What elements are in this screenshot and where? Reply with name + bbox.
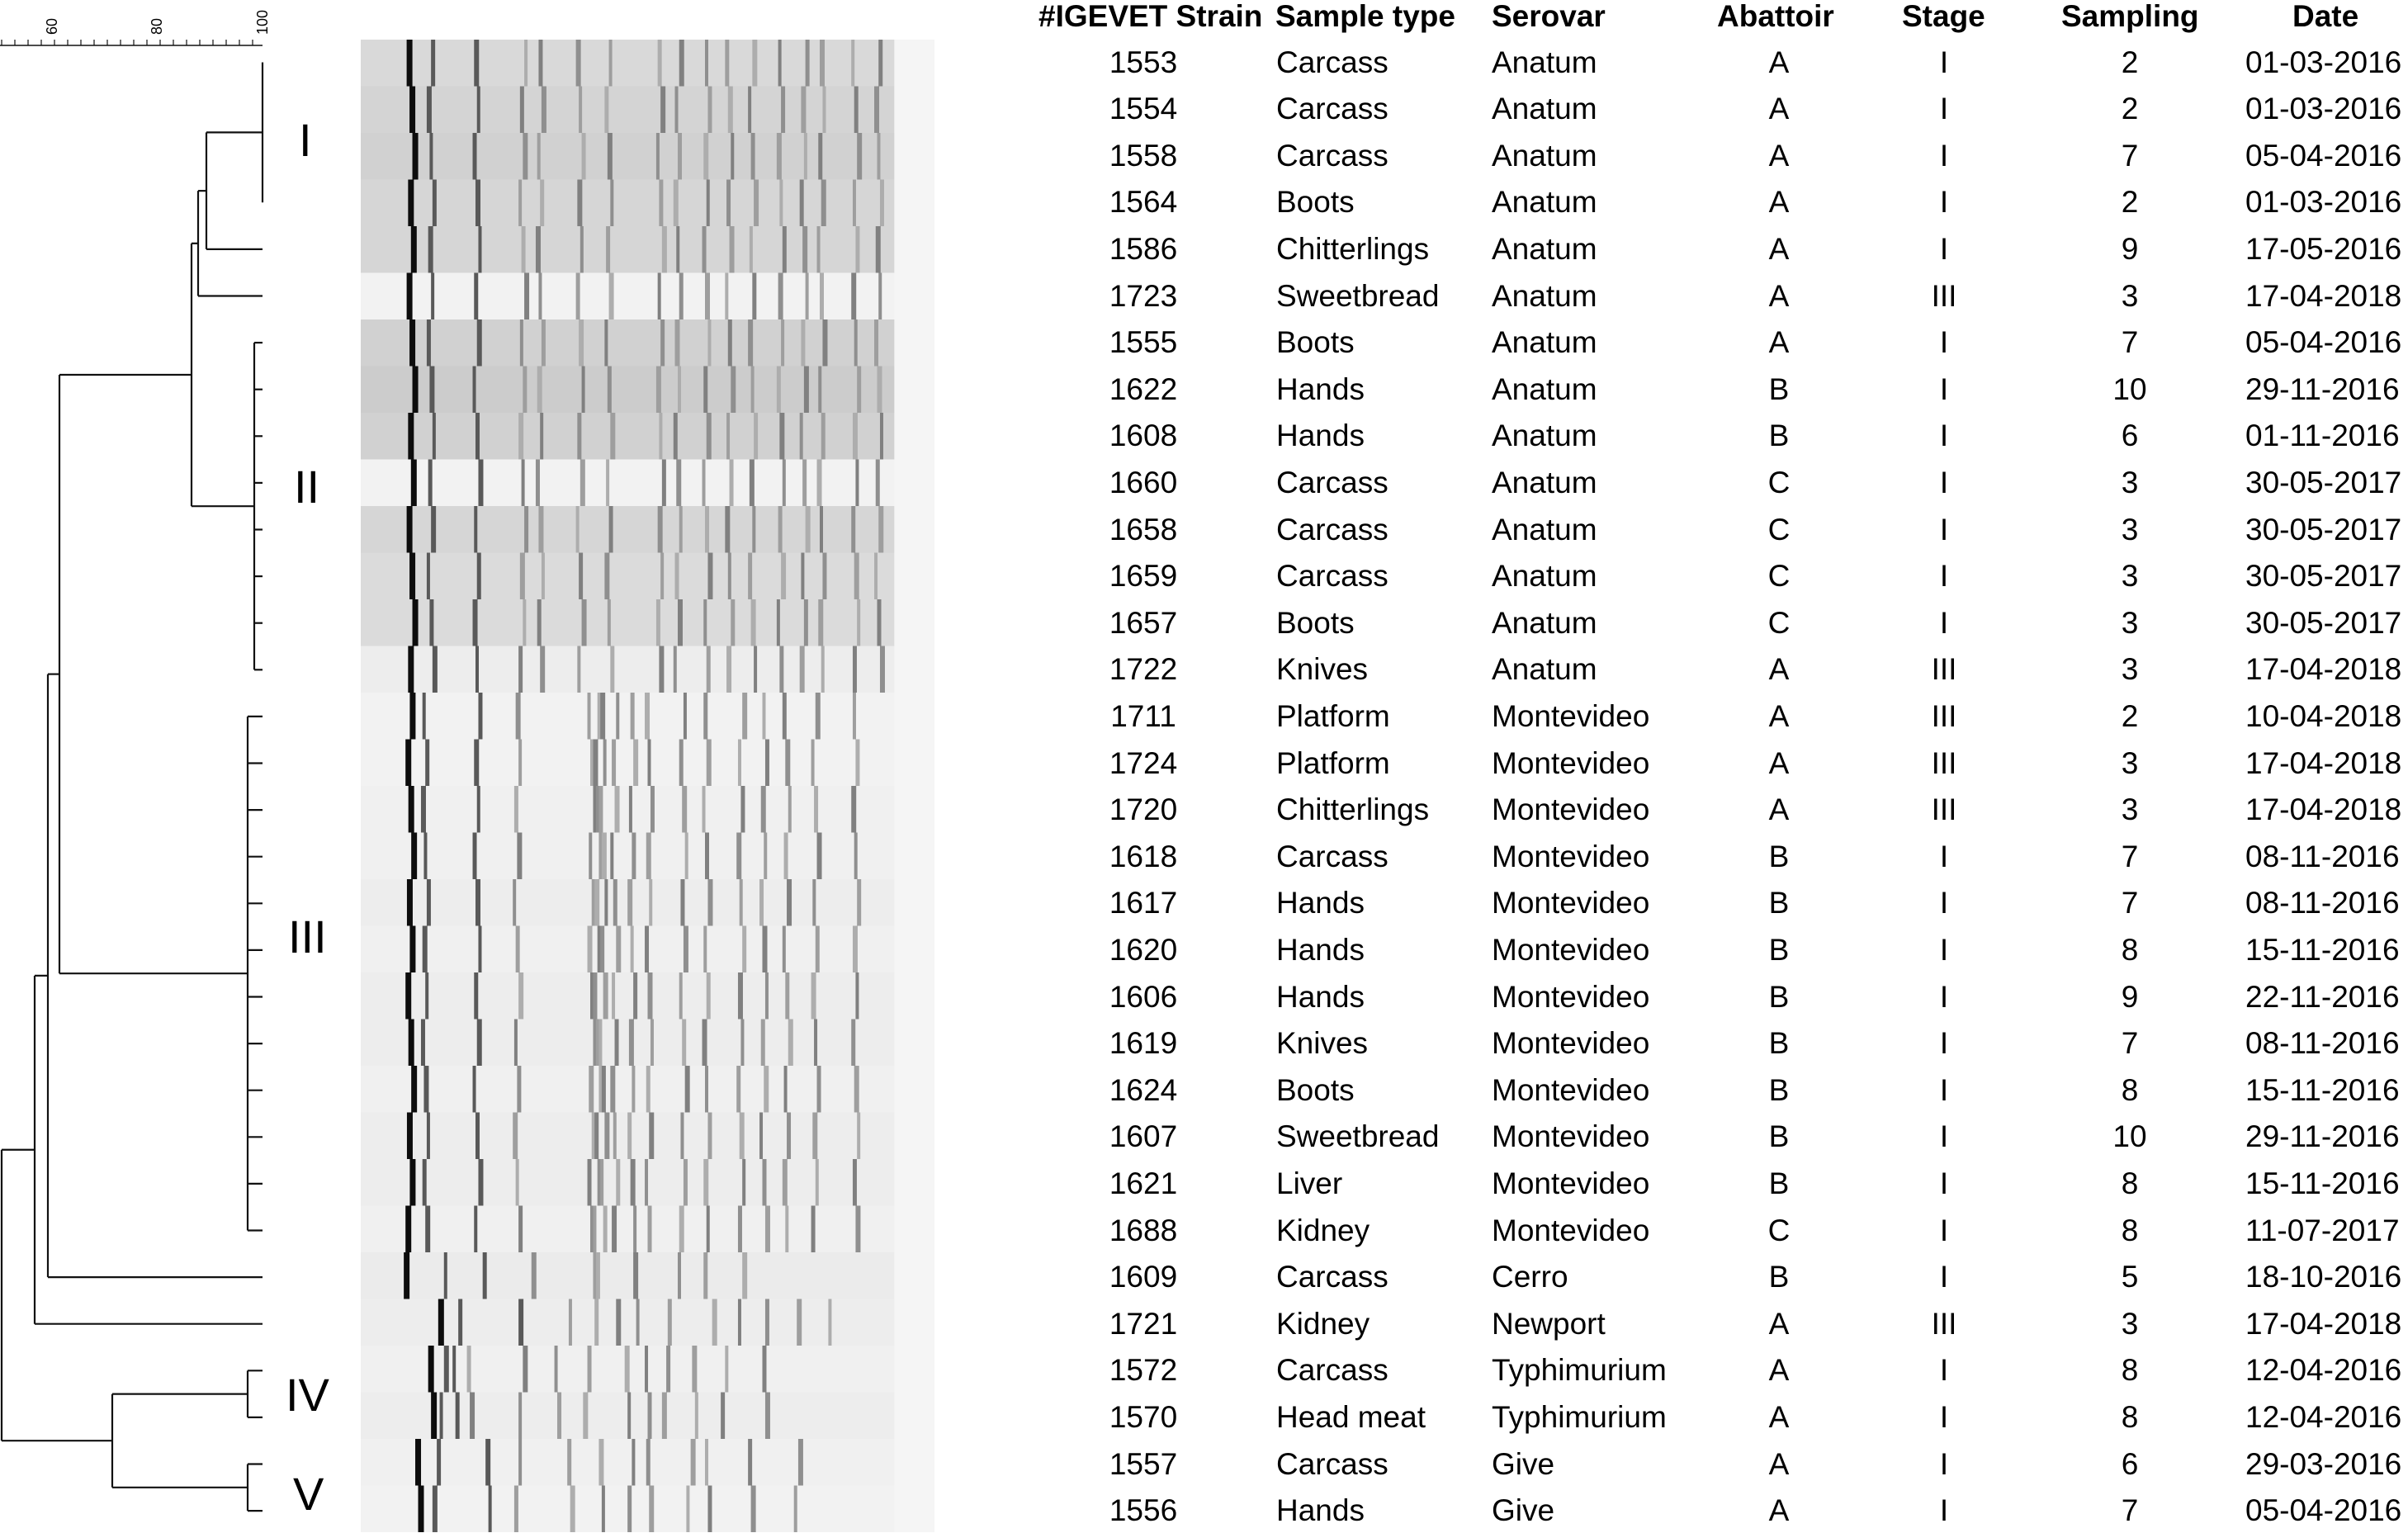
cell-date: 08-11-2016 <box>2245 886 2400 920</box>
cell-stage: I <box>1939 419 1949 453</box>
cell-abattoir: C <box>1767 512 1791 546</box>
cell-serovar: Anatum <box>1492 138 1597 173</box>
cell-sampling: 9 <box>2121 231 2139 266</box>
cell-sampling: 3 <box>2121 1306 2139 1341</box>
cell-abattoir: A <box>1768 745 1790 780</box>
cluster-label-1: I <box>299 114 312 166</box>
cell-stage: I <box>1939 979 1949 1014</box>
cell-date: 08-11-2016 <box>2245 1026 2400 1061</box>
cell-strain: 1721 <box>1109 1306 1178 1341</box>
cell-sampling: 8 <box>2121 1072 2139 1107</box>
cell-sample-type: Carcass <box>1276 1353 1389 1388</box>
cell-abattoir: C <box>1767 559 1791 594</box>
cell-sample-type: Carcass <box>1276 559 1389 594</box>
cell-date: 29-03-2016 <box>2245 1446 2402 1481</box>
cell-date: 30-05-2017 <box>2245 605 2402 640</box>
cell-stage: I <box>1939 559 1949 594</box>
cell-sample-type: Liver <box>1276 1166 1343 1200</box>
cell-sampling: 5 <box>2121 1260 2139 1294</box>
cell-sample-type: Knives <box>1276 1026 1369 1061</box>
cell-abattoir: A <box>1768 231 1790 266</box>
cell-strain: 1555 <box>1109 325 1178 360</box>
cell-sample-type: Hands <box>1276 419 1365 453</box>
cell-date: 17-04-2018 <box>2245 745 2402 780</box>
cell-stage: I <box>1939 1399 1949 1434</box>
cell-date: 17-05-2016 <box>2245 231 2402 266</box>
cell-stage: I <box>1939 185 1949 220</box>
cell-stage: III <box>1931 278 1957 313</box>
cell-abattoir: B <box>1768 932 1790 967</box>
cell-date: 17-04-2018 <box>2245 793 2402 827</box>
cell-serovar: Anatum <box>1492 185 1597 220</box>
cell-sampling: 7 <box>2121 1026 2139 1061</box>
cell-date: 05-04-2016 <box>2245 1493 2402 1528</box>
cell-date: 05-04-2016 <box>2245 138 2402 173</box>
cell-sample-type: Sweetbread <box>1276 1119 1440 1154</box>
cell-abattoir: B <box>1768 371 1790 406</box>
cell-sample-type: Hands <box>1276 1493 1365 1528</box>
cell-stage: I <box>1939 325 1949 360</box>
cell-serovar: Anatum <box>1492 419 1597 453</box>
cell-sample-type: Carcass <box>1276 45 1389 79</box>
cell-serovar: Anatum <box>1492 45 1597 79</box>
cell-serovar: Montevideo <box>1492 698 1650 733</box>
cell-date: 01-03-2016 <box>2245 92 2402 126</box>
header-stage: Stage <box>1902 0 1985 33</box>
cell-strain: 1658 <box>1109 512 1178 546</box>
header-date: Date <box>2292 0 2359 33</box>
cell-strain: 1564 <box>1109 185 1178 220</box>
cell-sampling: 7 <box>2121 325 2139 360</box>
cell-date: 12-04-2016 <box>2245 1353 2402 1388</box>
cell-strain: 1660 <box>1109 465 1178 499</box>
cell-sampling: 10 <box>2112 1119 2147 1154</box>
cell-sampling: 7 <box>2121 1493 2139 1528</box>
cell-stage: I <box>1939 45 1949 79</box>
cell-sampling: 8 <box>2121 1213 2139 1247</box>
cell-sampling: 7 <box>2121 138 2139 173</box>
cell-abattoir: A <box>1768 138 1790 173</box>
header-sampling: Sampling <box>2061 0 2199 33</box>
cell-serovar: Montevideo <box>1492 979 1650 1014</box>
cell-strain: 1724 <box>1109 745 1178 780</box>
cell-serovar: Give <box>1492 1493 1555 1528</box>
cell-abattoir: A <box>1768 652 1790 687</box>
header-abattoir: Abattoir <box>1717 0 1834 33</box>
cell-date: 17-04-2018 <box>2245 1306 2402 1341</box>
cluster-label-3: III <box>288 911 327 963</box>
cell-sample-type: Boots <box>1276 185 1355 220</box>
cell-date: 08-11-2016 <box>2245 839 2400 873</box>
cell-sample-type: Carcass <box>1276 92 1389 126</box>
cell-strain: 1572 <box>1109 1353 1178 1388</box>
cell-stage: III <box>1931 793 1957 827</box>
cell-date: 12-04-2016 <box>2245 1399 2402 1434</box>
cell-abattoir: A <box>1768 325 1790 360</box>
cell-serovar: Anatum <box>1492 325 1597 360</box>
cell-sampling: 7 <box>2121 839 2139 873</box>
cell-stage: I <box>1939 932 1949 967</box>
cell-strain: 1618 <box>1109 839 1178 873</box>
cell-strain: 1659 <box>1109 559 1178 594</box>
cell-date: 01-11-2016 <box>2245 419 2400 453</box>
cell-sample-type: Carcass <box>1276 1446 1389 1481</box>
cell-abattoir: B <box>1768 1026 1790 1061</box>
cell-sampling: 8 <box>2121 1353 2139 1388</box>
cell-strain: 1622 <box>1109 371 1178 406</box>
cell-sample-type: Hands <box>1276 371 1365 406</box>
cell-serovar: Typhimurium <box>1492 1353 1667 1388</box>
cell-abattoir: B <box>1768 1166 1790 1200</box>
cell-sample-type: Boots <box>1276 605 1355 640</box>
cell-abattoir: A <box>1768 185 1790 220</box>
cell-serovar: Anatum <box>1492 512 1597 546</box>
cell-abattoir: C <box>1767 465 1791 499</box>
cell-sample-type: Kidney <box>1276 1306 1370 1341</box>
cell-sample-type: Boots <box>1276 325 1355 360</box>
cell-serovar: Anatum <box>1492 465 1597 499</box>
cell-sampling: 10 <box>2112 371 2147 406</box>
cell-date: 22-11-2016 <box>2245 979 2400 1014</box>
header-serovar: Serovar <box>1492 0 1606 33</box>
cell-sampling: 2 <box>2121 45 2139 79</box>
cell-strain: 1586 <box>1109 231 1178 266</box>
cell-sample-type: Boots <box>1276 1072 1355 1107</box>
cluster-label-2: II <box>294 461 320 513</box>
cell-strain: 1606 <box>1109 979 1178 1014</box>
cell-sampling: 9 <box>2121 979 2139 1014</box>
cell-sample-type: Chitterlings <box>1276 793 1430 827</box>
cell-strain: 1723 <box>1109 278 1178 313</box>
cell-sampling: 3 <box>2121 745 2139 780</box>
cell-sampling: 6 <box>2121 419 2139 453</box>
cell-sampling: 3 <box>2121 465 2139 499</box>
cell-abattoir: A <box>1768 1493 1790 1528</box>
cell-sample-type: Knives <box>1276 652 1369 687</box>
cell-strain: 1607 <box>1109 1119 1178 1154</box>
cell-strain: 1570 <box>1109 1399 1178 1434</box>
cluster-label-5: V <box>293 1468 324 1520</box>
cell-sample-type: Carcass <box>1276 839 1389 873</box>
cell-sampling: 2 <box>2121 698 2139 733</box>
cell-stage: I <box>1939 886 1949 920</box>
cell-stage: I <box>1939 1166 1949 1200</box>
cell-abattoir: A <box>1768 1446 1790 1481</box>
cell-strain: 1556 <box>1109 1493 1178 1528</box>
cell-strain: 1617 <box>1109 886 1178 920</box>
cell-strain: 1557 <box>1109 1446 1178 1481</box>
cell-abattoir: B <box>1768 839 1790 873</box>
cell-strain: 1620 <box>1109 932 1178 967</box>
cell-strain: 1711 <box>1110 698 1176 733</box>
cell-date: 17-04-2018 <box>2245 652 2402 687</box>
cell-date: 10-04-2018 <box>2245 698 2402 733</box>
cell-sampling: 3 <box>2121 278 2139 313</box>
cell-stage: I <box>1939 465 1949 499</box>
cell-stage: I <box>1939 1026 1949 1061</box>
cell-serovar: Anatum <box>1492 278 1597 313</box>
cell-sample-type: Hands <box>1276 886 1365 920</box>
cell-abattoir: A <box>1768 1353 1790 1388</box>
cell-strain: 1609 <box>1109 1260 1178 1294</box>
cell-stage: I <box>1939 138 1949 173</box>
cell-serovar: Montevideo <box>1492 745 1650 780</box>
cell-serovar: Montevideo <box>1492 1213 1650 1247</box>
cell-abattoir: A <box>1768 45 1790 79</box>
cell-abattoir: B <box>1768 979 1790 1014</box>
cell-date: 05-04-2016 <box>2245 325 2402 360</box>
cell-abattoir: C <box>1767 605 1791 640</box>
cell-date: 30-05-2017 <box>2245 559 2402 594</box>
cell-strain: 1624 <box>1109 1072 1178 1107</box>
cell-date: 15-11-2016 <box>2245 1166 2400 1200</box>
cell-abattoir: A <box>1768 793 1790 827</box>
scale-tick-label: 100 <box>254 9 271 35</box>
cell-sampling: 3 <box>2121 559 2139 594</box>
cell-strain: 1657 <box>1109 605 1178 640</box>
cell-date: 15-11-2016 <box>2245 932 2400 967</box>
cell-strain: 1554 <box>1109 92 1178 126</box>
cell-abattoir: B <box>1768 1072 1790 1107</box>
cell-stage: I <box>1939 371 1949 406</box>
cell-strain: 1621 <box>1109 1166 1178 1200</box>
cell-abattoir: A <box>1768 92 1790 126</box>
cell-stage: I <box>1939 512 1949 546</box>
cell-date: 11-07-2017 <box>2245 1213 2400 1247</box>
cell-sampling: 3 <box>2121 652 2139 687</box>
cell-serovar: Montevideo <box>1492 1072 1650 1107</box>
cell-stage: III <box>1931 745 1957 780</box>
cell-stage: I <box>1939 231 1949 266</box>
cell-sample-type: Head meat <box>1276 1399 1426 1434</box>
cell-stage: I <box>1939 839 1949 873</box>
cell-abattoir: B <box>1768 886 1790 920</box>
cell-serovar: Montevideo <box>1492 1026 1650 1061</box>
cell-serovar: Montevideo <box>1492 932 1650 967</box>
cell-sampling: 8 <box>2121 1166 2139 1200</box>
cell-stage: III <box>1931 1306 1957 1341</box>
cell-sample-type: Platform <box>1276 745 1390 780</box>
cell-sampling: 3 <box>2121 605 2139 640</box>
cell-sampling: 2 <box>2121 92 2139 126</box>
cell-stage: I <box>1939 1353 1949 1388</box>
cell-serovar: Anatum <box>1492 652 1597 687</box>
cell-serovar: Montevideo <box>1492 1119 1650 1154</box>
cell-date: 30-05-2017 <box>2245 465 2402 499</box>
cell-serovar: Anatum <box>1492 92 1597 126</box>
cell-abattoir: C <box>1767 1213 1791 1247</box>
cell-serovar: Anatum <box>1492 371 1597 406</box>
cell-date: 17-04-2018 <box>2245 278 2402 313</box>
cell-date: 30-05-2017 <box>2245 512 2402 546</box>
cell-date: 29-11-2016 <box>2245 1119 2400 1154</box>
cell-date: 01-03-2016 <box>2245 185 2402 220</box>
cell-strain: 1558 <box>1109 138 1178 173</box>
cell-serovar: Montevideo <box>1492 839 1650 873</box>
cell-serovar: Typhimurium <box>1492 1399 1667 1434</box>
cell-sample-type: Carcass <box>1276 465 1389 499</box>
cell-strain: 1720 <box>1109 793 1178 827</box>
scale-tick-label: 80 <box>149 17 165 35</box>
cell-sampling: 8 <box>2121 1399 2139 1434</box>
cell-sampling: 8 <box>2121 932 2139 967</box>
cell-serovar: Anatum <box>1492 605 1597 640</box>
cell-date: 01-03-2016 <box>2245 45 2402 79</box>
cell-serovar: Give <box>1492 1446 1555 1481</box>
cell-strain: 1608 <box>1109 419 1178 453</box>
cell-date: 29-11-2016 <box>2245 371 2400 406</box>
cell-serovar: Montevideo <box>1492 1166 1650 1200</box>
header-strain: #IGEVET Strain <box>1038 0 1263 33</box>
cell-abattoir: B <box>1768 419 1790 453</box>
cell-stage: I <box>1939 1446 1949 1481</box>
cell-date: 18-10-2016 <box>2245 1260 2402 1294</box>
cell-stage: III <box>1931 698 1957 733</box>
scale-tick-label: 60 <box>44 17 60 35</box>
cell-sample-type: Chitterlings <box>1276 231 1430 266</box>
cell-stage: I <box>1939 605 1949 640</box>
cell-strain: 1619 <box>1109 1026 1178 1061</box>
cell-abattoir: A <box>1768 1306 1790 1341</box>
cell-stage: I <box>1939 1260 1949 1294</box>
cell-abattoir: A <box>1768 278 1790 313</box>
cell-date: 15-11-2016 <box>2245 1072 2400 1107</box>
cell-stage: III <box>1931 652 1957 687</box>
cell-sample-type: Sweetbread <box>1276 278 1440 313</box>
cell-stage: I <box>1939 1493 1949 1528</box>
cell-sample-type: Carcass <box>1276 512 1389 546</box>
cell-stage: I <box>1939 1213 1949 1247</box>
cell-serovar: Montevideo <box>1492 793 1650 827</box>
cell-serovar: Anatum <box>1492 559 1597 594</box>
cell-sample-type: Carcass <box>1276 138 1389 173</box>
cell-abattoir: A <box>1768 698 1790 733</box>
cell-serovar: Montevideo <box>1492 886 1650 920</box>
cell-strain: 1722 <box>1109 652 1178 687</box>
cell-sample-type: Kidney <box>1276 1213 1370 1247</box>
cell-serovar: Anatum <box>1492 231 1597 266</box>
cell-sampling: 3 <box>2121 512 2139 546</box>
cell-stage: I <box>1939 1119 1949 1154</box>
cell-strain: 1688 <box>1109 1213 1178 1247</box>
cell-abattoir: B <box>1768 1260 1790 1294</box>
cell-sample-type: Platform <box>1276 698 1390 733</box>
cell-stage: I <box>1939 92 1949 126</box>
cell-serovar: Cerro <box>1492 1260 1568 1294</box>
cluster-label-4: IV <box>286 1369 329 1421</box>
cell-sampling: 3 <box>2121 793 2139 827</box>
cell-abattoir: A <box>1768 1399 1790 1434</box>
cell-sample-type: Hands <box>1276 979 1365 1014</box>
cell-strain: 1553 <box>1109 45 1178 79</box>
cell-sample-type: Hands <box>1276 932 1365 967</box>
cell-stage: I <box>1939 1072 1949 1107</box>
header-sample-type: Sample type <box>1275 0 1455 33</box>
cell-sampling: 7 <box>2121 886 2139 920</box>
cell-abattoir: B <box>1768 1119 1790 1154</box>
cell-sampling: 2 <box>2121 185 2139 220</box>
cell-sampling: 6 <box>2121 1446 2139 1481</box>
cell-sample-type: Carcass <box>1276 1260 1389 1294</box>
cell-serovar: Newport <box>1492 1306 1606 1341</box>
